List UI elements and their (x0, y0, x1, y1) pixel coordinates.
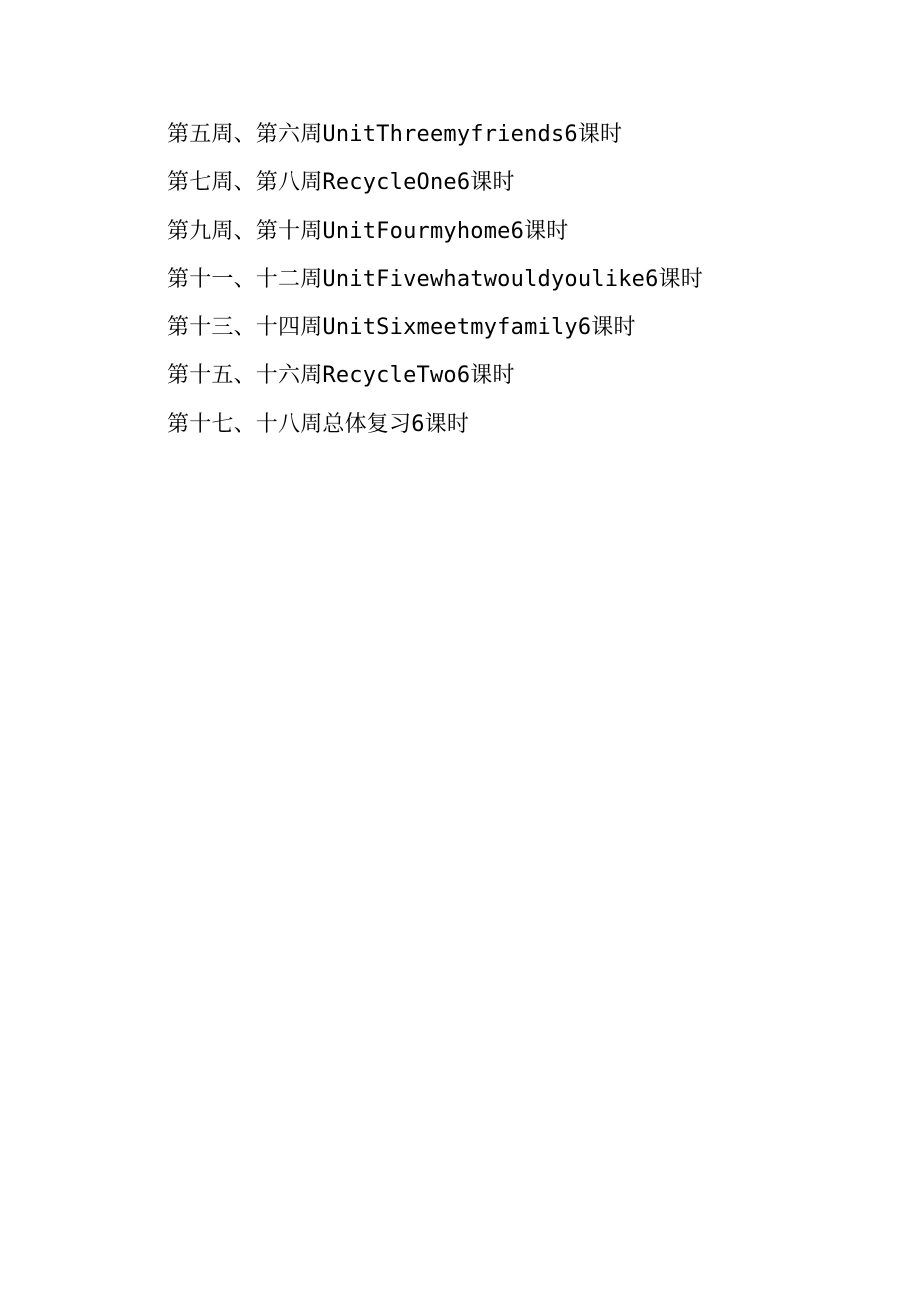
schedule-line: 第九周、第十周UnitFourmyhome6课时 (167, 218, 569, 244)
schedule-line: 第十五、十六周RecycleTwo6课时 (167, 363, 515, 389)
schedule-line: 第七周、第八周RecycleOne6课时 (167, 170, 515, 196)
schedule-line: 第五周、第六周UnitThreemyfriends6课时 (167, 122, 623, 147)
schedule-list (167, 117, 703, 455)
schedule-line: 第十一、十二周UnitFivewhatwouldyoulike6课时 (167, 266, 703, 292)
schedule-line: 第十七、十八周总体复习6课时 (167, 411, 470, 437)
schedule-line: 第十三、十四周UnitSixmeetmyfamily6课时 (167, 315, 636, 341)
